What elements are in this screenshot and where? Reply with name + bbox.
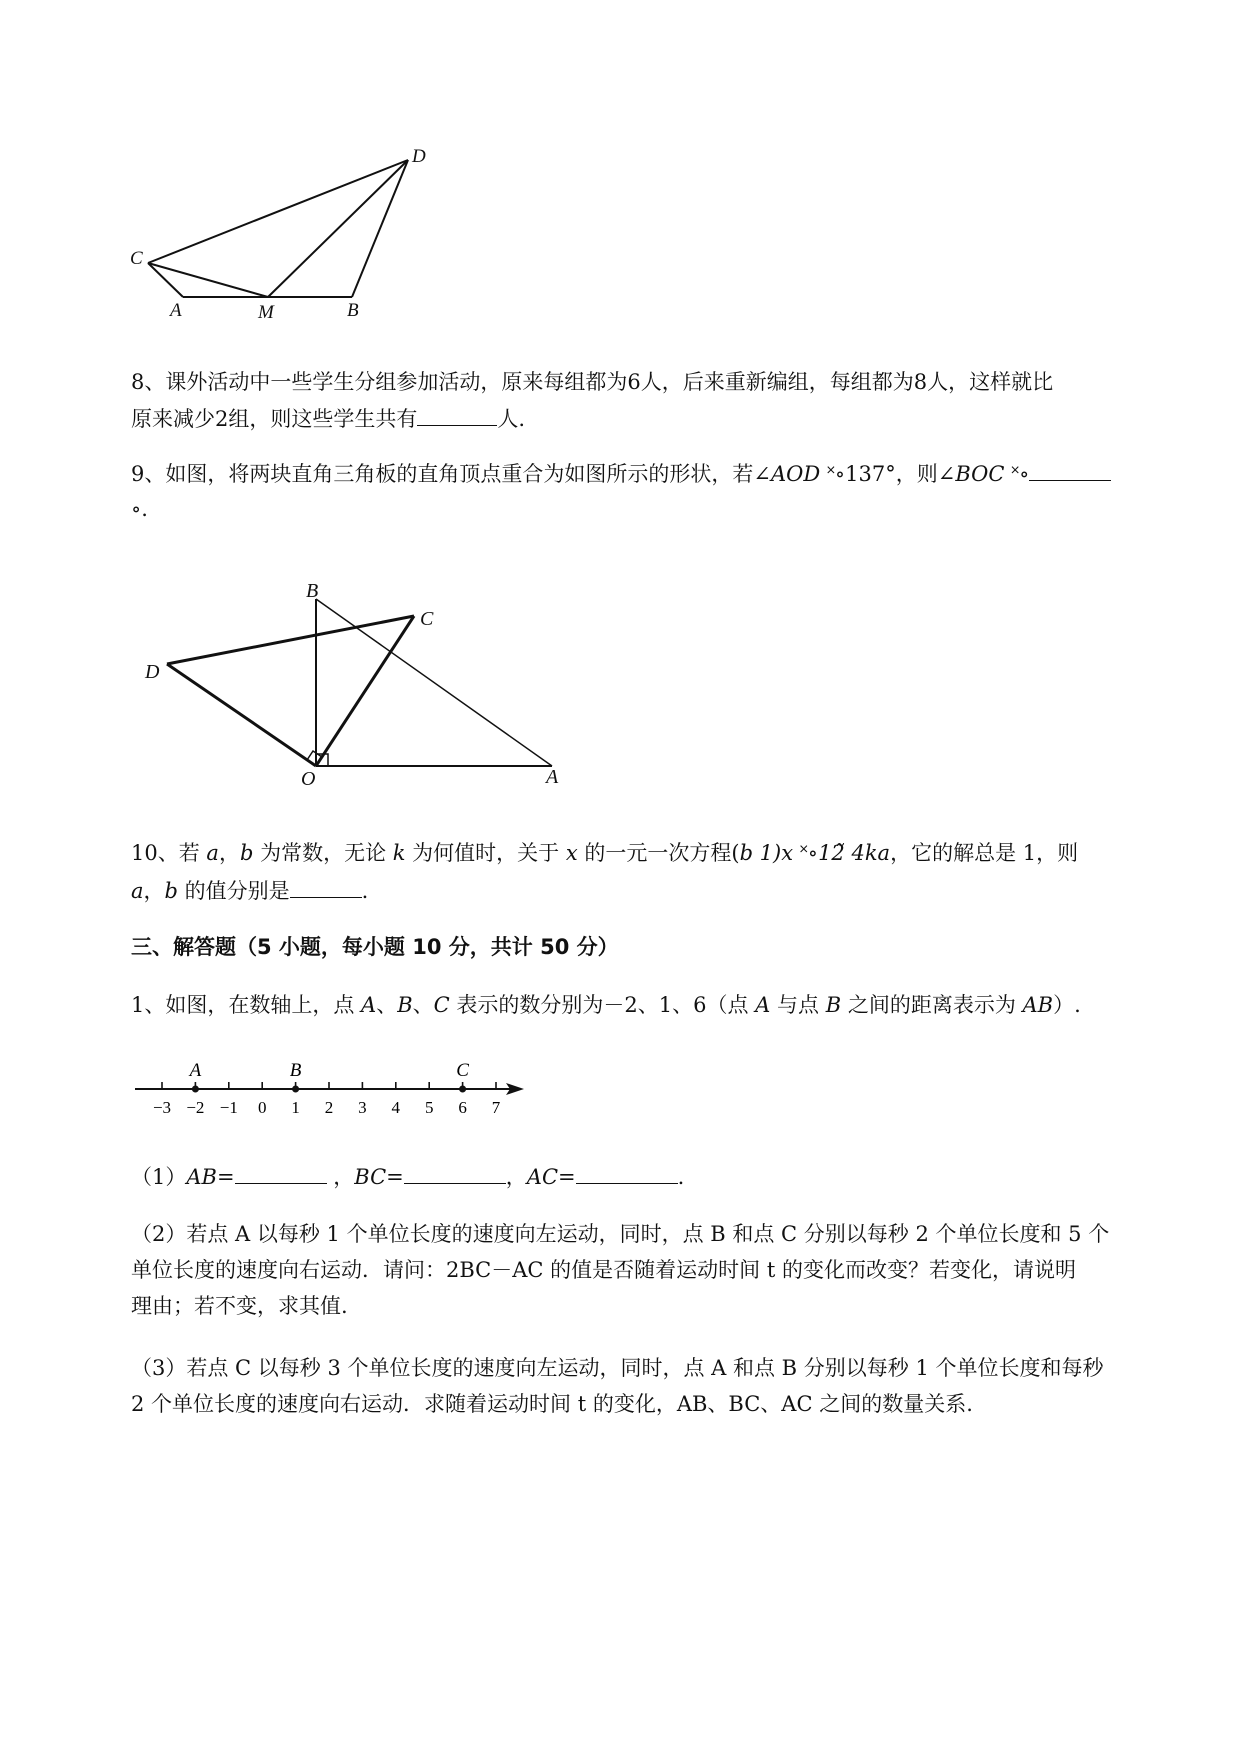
p1-intro: 1、如图，在数轴上，点 A、B、C 表示的数分别为－2、1、6（点 A 与点 B 之间的距离表示为 AB）. — [131, 993, 1081, 1017]
number-line-point — [292, 1086, 299, 1093]
label-a: A — [546, 766, 559, 788]
q9-line1: 9、如图，将两块直角三角板的直角顶点重合为如图所示的形状，若∠AOD ˟∘137°，则∠BOC ˟∘ — [131, 458, 1111, 489]
number-line-tick-label: 1 — [291, 1098, 300, 1117]
number-line-point-label: B — [289, 1060, 302, 1081]
label-b: B — [347, 300, 359, 321]
number-line-tick-label: 3 — [358, 1098, 367, 1117]
number-line-tick-label: 6 — [458, 1098, 467, 1117]
section-heading: 三、解答题（5 小题，每小题 10 分，共计 50 分） — [131, 935, 619, 959]
ab-answer-blank[interactable] — [235, 1161, 327, 1184]
figure-triangle-dcamb — [130, 140, 440, 330]
q10-equation: b 1)x ˟∘12̃ 4ka — [739, 841, 891, 865]
label-o: O — [301, 768, 316, 790]
segment-cd — [148, 160, 408, 263]
ac-answer-blank[interactable] — [576, 1161, 678, 1184]
number-line — [130, 1055, 530, 1120]
number-line-tick-label: −2 — [186, 1098, 205, 1117]
segment-do — [167, 664, 316, 766]
segment-ba — [316, 599, 552, 766]
p1-sub3-line2: 2 个单位长度的速度向右运动．求随着运动时间 t 的变化，AB、BC、AC 之间的数量关系. — [131, 1392, 973, 1416]
number-line-tick-label: 5 — [424, 1098, 434, 1117]
label-a: A — [170, 300, 182, 321]
label-d: D — [412, 146, 426, 167]
q10-answer-blank[interactable] — [290, 875, 362, 898]
q9-answer-blank[interactable] — [1029, 458, 1111, 481]
label-m: M — [258, 302, 274, 323]
label-d: D — [145, 661, 160, 683]
p1-sub1: （1）AB= ，BC= ，AC= . — [131, 1161, 684, 1192]
label-c: C — [420, 608, 434, 630]
segment-dc — [167, 616, 414, 664]
p1-sub3-line1: （3）若点 C 以每秒 3 个单位长度的速度向左运动，同时，点 A 和点 B 分别以每秒 1 个单位长度和每秒 — [131, 1356, 1104, 1380]
q8-unit: 人. — [497, 407, 526, 431]
figure-two-triangles-o — [140, 575, 580, 795]
q8-line2 — [131, 403, 525, 434]
number-line-point-label: C — [456, 1060, 469, 1081]
q8-line1: 8、课外活动中一些学生分组参加活动，原来每组都为6人，后来重新编组，每组都为8人，这样就比 — [131, 370, 1054, 394]
q10-line2: a，b 的值分别是 . — [131, 875, 368, 906]
p1-sub2-line2: 单位长度的速度向右运动．请问：2BC－AC 的值是否随着运动时间 t 的变化而改变？若变化，请说明 — [131, 1258, 1076, 1282]
q8-answer-blank[interactable] — [417, 403, 497, 426]
p1-sub2-line3: 理由；若不变，求其值. — [131, 1294, 348, 1318]
segment-bd — [352, 160, 408, 297]
label-c: C — [130, 248, 143, 269]
number-line-point-label: A — [189, 1060, 202, 1081]
number-line-point — [192, 1086, 199, 1093]
number-line-tick-label: 2 — [324, 1098, 334, 1117]
q8-text: 原来减少2组，则这些学生共有 — [131, 407, 418, 431]
bc-answer-blank[interactable] — [404, 1161, 506, 1184]
number-line-tick-label: −3 — [152, 1098, 172, 1117]
p1-sub2-line1: （2）若点 A 以每秒 1 个单位长度的速度向左运动，同时，点 B 和点 C 分别以每秒 2 个单位长度和 5 个 — [131, 1222, 1110, 1246]
number-line-tick-label: 4 — [391, 1098, 401, 1117]
segment-oc — [316, 616, 414, 766]
q10-line1: 10、若 a，b 为常数，无论 k 为何值时，关于 x 的一元一次方程(b 1)x ˟∘12̃ 4ka，它的解总是 1，则 — [131, 841, 1079, 865]
number-line-tick-label: 7 — [491, 1098, 501, 1117]
q9-line2: ∘. — [131, 497, 148, 521]
segment-md — [268, 160, 408, 297]
number-line-tick-label: 0 — [257, 1098, 267, 1117]
label-b: B — [306, 580, 319, 602]
number-line-tick-label: −1 — [219, 1098, 238, 1117]
number-line-point — [459, 1086, 466, 1093]
